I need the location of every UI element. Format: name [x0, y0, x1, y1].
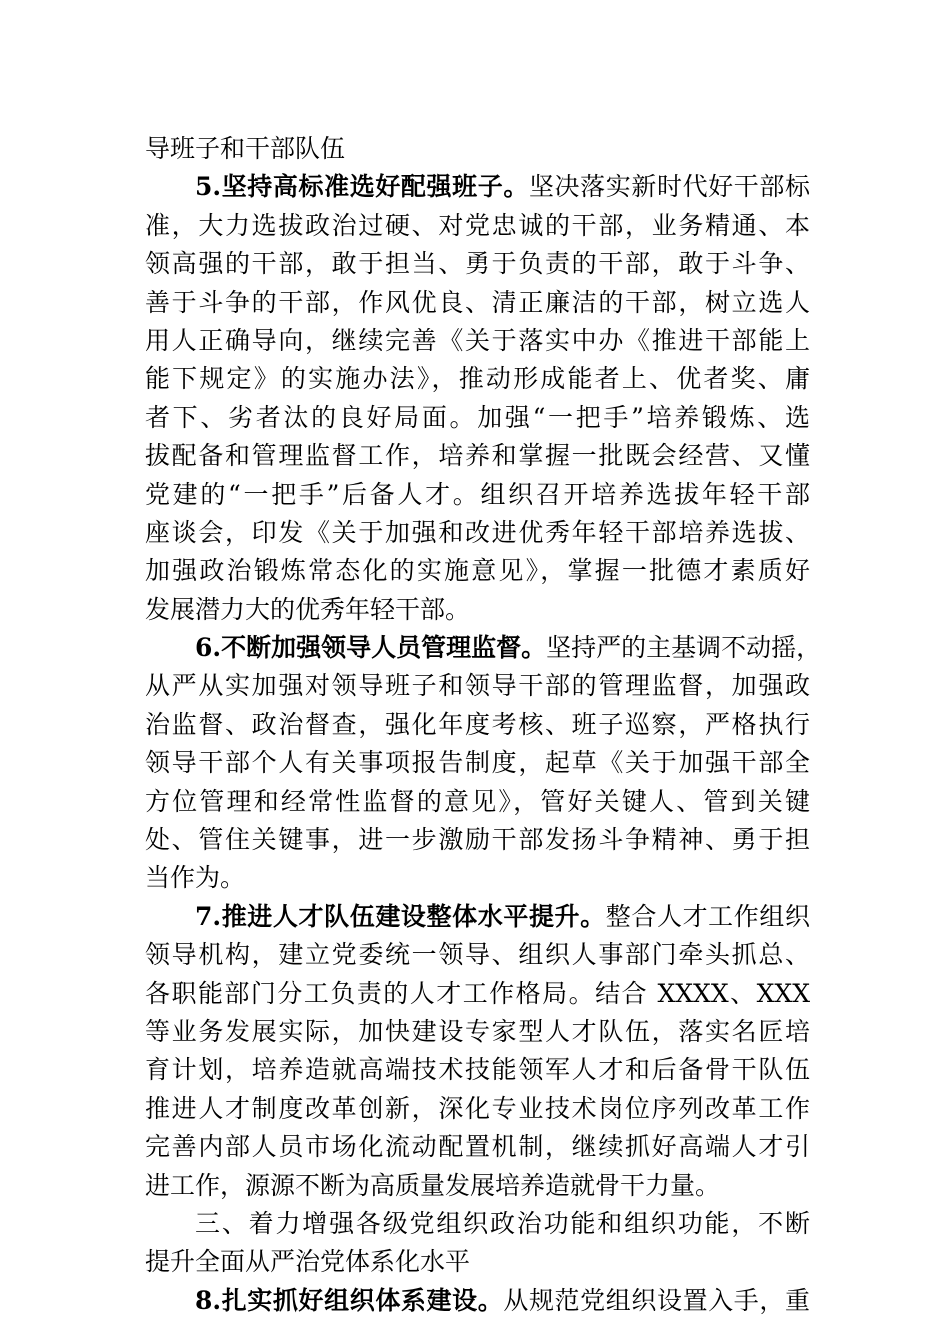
paragraph-6-line-1 [145, 629, 822, 667]
section-3-heading [145, 1205, 810, 1282]
paragraph-7-line: 完善内部人员市场化流动配置机制，继续抓好高端人才引 [145, 1132, 810, 1162]
paragraph-7-line: 各职能部门分工负责的人才工作格局。结合 XXXX、XXX [145, 978, 810, 1008]
paragraph-7-line: 育计划，培养造就高端技术技能领军人才和后备骨干队伍 [145, 1055, 810, 1085]
section-3-heading-line-1: 三、着力增强各级党组织政治功能和组织功能，不断 [195, 1208, 810, 1238]
paragraph-7-line: 推进人才制度改革创新，深化专业技术岗位序列改革工作 [145, 1093, 810, 1123]
paragraph-5-line: 座谈会，印发《关于加强和改进优秀年轻干部培养选拔、 [145, 517, 810, 547]
paragraph-5-line-1-rest: 坚决落实新时代好干部标 [528, 172, 810, 202]
paragraph-5-lead: 5.坚持高标准选好配强班子。 [195, 172, 529, 202]
paragraph-6-lead: 6.不断加强领导人员管理监督。 [195, 633, 547, 663]
paragraph-6-line: 当作为。 [145, 863, 246, 893]
paragraph-8 [145, 1282, 810, 1320]
paragraph-6-line: 处、管住关键事，进一步激励干部发扬斗争精神、勇于担 [145, 825, 810, 855]
paragraph-5-line: 拔配备和管理监督工作，培养和掌握一批既会经营、又懂 [145, 441, 810, 471]
paragraph-6-line-1-rest: 坚持严的主基调不动摇， [546, 633, 822, 663]
document-page [145, 130, 822, 1320]
section-3-heading-line-2: 提升全面从严治党体系化水平 [145, 1247, 471, 1277]
paragraph-6 [145, 629, 822, 898]
paragraph-5-line: 发展潜力大的优秀年轻干部。 [145, 594, 471, 624]
paragraph-7 [145, 898, 810, 1205]
paragraph-6-line: 方位管理和经常性监督的意见》，管好关键人、管到关键 [145, 786, 810, 816]
paragraph-7-line-1-rest: 整合人才工作组织 [605, 901, 810, 931]
paragraph-6-line: 从严从实加强对领导班子和领导干部的管理监督，加强政 [145, 671, 810, 701]
paragraph-5-line: 领高强的干部，敢于担当、勇于负责的干部，敢于斗争、 [145, 249, 810, 279]
paragraph-8-lead: 8.扎实抓好组织体系建设。 [195, 1285, 504, 1315]
paragraph-5-line-1 [145, 168, 810, 206]
paragraph-7-line: 领导机构，建立党委统一领导、组织人事部门牵头抓总、 [145, 940, 810, 970]
paragraph-7-line-1 [145, 898, 810, 936]
paragraph-5-line: 者下、劣者汰的良好局面。加强“一把手”培养锻炼、选 [145, 402, 810, 432]
paragraph-7-line: 等业务发展实际，加快建设专家型人才队伍，落实名匠培 [145, 1016, 810, 1046]
paragraph-5-line: 准，大力选拔政治过硬、对党忠诚的干部，业务精通、本 [145, 210, 810, 240]
paragraph-6-line: 治监督、政治督查，强化年度考核、班子巡察，严格执行 [145, 709, 810, 739]
paragraph-6-line: 领导干部个人有关事项报告制度，起草《关于加强干部全 [145, 748, 810, 778]
paragraph-5 [145, 168, 810, 629]
paragraph-5-line: 能下规定》的实施办法》，推动形成能者上、优者奖、庸 [145, 364, 810, 394]
paragraph-8-line-1-rest: 从规范党组织设置入手，重 [503, 1285, 810, 1315]
paragraph-7-line: 进工作，源源不断为高质量发展培养造就骨干力量。 [145, 1170, 721, 1200]
paragraph-5-line: 用人正确导向，继续完善《关于落实中办《推进干部能上 [145, 325, 810, 355]
paragraph-5-line: 善于斗争的干部，作风优良、清正廉洁的干部，树立选人 [145, 287, 810, 317]
paragraph-5-line: 党建的“一把手”后备人才。组织召开培养选拔年轻干部 [145, 479, 810, 509]
section-heading-tail: 导班子和干部队伍 [145, 134, 346, 163]
paragraph-8-line-1 [145, 1282, 810, 1320]
paragraph-5-line: 加强政治锻炼常态化的实施意见》，掌握一批德才素质好 [145, 556, 810, 586]
paragraph-7-lead: 7.推进人才队伍建设整体水平提升。 [195, 901, 606, 931]
